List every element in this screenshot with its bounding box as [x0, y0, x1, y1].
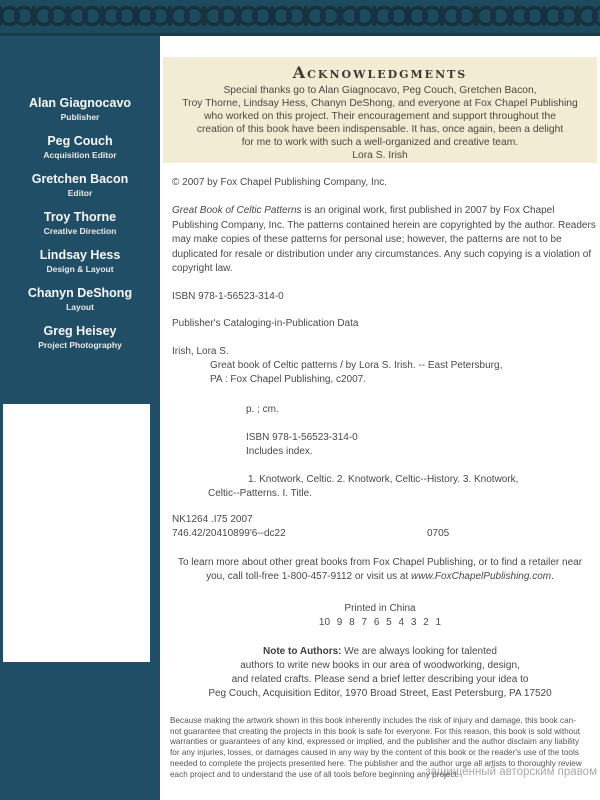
publisher-website: www.FoxChapelPublishing.com [411, 571, 552, 582]
copyright-watermark: защищенный авторским правом [425, 766, 597, 778]
note-to-authors-line2: authors to write new books in our area of woodworking, design, [240, 660, 520, 671]
credit-role: Editor [67, 188, 93, 198]
cip-subjects-line2: Celtic--Patterns. I. Title. [208, 488, 312, 499]
cip-author: Irish, Lora S. [172, 346, 229, 357]
credit-name: Greg Heisey [43, 324, 117, 338]
credit-entry [0, 286, 160, 313]
cip-pcm: p. ; cm. [246, 404, 279, 415]
acknowledgments-line: for me to work with such a well-organized and creative team. [241, 137, 519, 148]
printed-in-line: Printed in China [344, 603, 416, 614]
cip-subjects-line1: 1. Knotwork, Celtic. 2. Knotwork, Celtic--History. 3. Knotwork, [248, 474, 519, 485]
note-to-authors-line4: Peg Couch, Acquisition Editor, 1970 Broad Street, East Petersburg, PA 17520 [208, 688, 552, 699]
cip-dewey-suffix: 0705 [427, 528, 450, 539]
acknowledgments-box [163, 57, 597, 163]
disclaimer-line: needed to complete the projects presented here. The publisher and the author urge all artists to thoroughly review [170, 758, 582, 768]
acknowledgments-line: Troy Thorne, Lindsay Hess, Chanyn DeShong, and everyone at Fox Chapel Publishing [182, 98, 578, 109]
credit-name: Alan Giagnocavo [28, 96, 132, 110]
credit-role: Design & Layout [46, 264, 114, 274]
legal-disclaimer [170, 716, 596, 780]
cip-heading: Publisher's Cataloging-in-Publication Data [172, 318, 359, 329]
acknowledgments-line: Special thanks go to Alan Giagnocavo, Peg Couch, Gretchen Bacon, [223, 85, 537, 96]
credit-name: Troy Thorne [43, 210, 117, 224]
more-info-line1: To learn more about other great books from Fox Chapel Publishing, or to find a retailer near [177, 557, 583, 568]
isbn-line: ISBN 978-1-56523-314-0 [172, 291, 284, 302]
disclaimer-line: not guarantee that creating the projects in this book is safe for everyone. For this reason, this book is sold without [170, 726, 581, 736]
acknowledgments-title: Acknowledgments [292, 63, 468, 82]
cip-title-line1: Great book of Celtic patterns / by Lora S. Irish. -- East Petersburg, [210, 360, 503, 371]
print-run-numbers: 10 9 8 7 6 5 4 3 2 1 [318, 617, 442, 628]
note-to-authors-label: Note to Authors: [263, 646, 342, 657]
credit-entry [0, 324, 160, 351]
credit-role: Layout [66, 302, 94, 312]
disclaimer-line: Because making the artwork shown in this book inherently includes the risk of injury and damage, this book can- [170, 716, 576, 725]
blank-image-placeholder [3, 404, 150, 662]
cip-index: Includes index. [246, 446, 313, 457]
copyright-paragraph-text: is an original work, first published in 2007 by Fox Chapel Publishing Company, Inc. The patterns contained herein are copyrighted by the author. Readers may make copies of these patterns for personal use; however, the patterns are not to be duplicated for resale or distribution under any circumstances. Any such copying is a violation of copyright law. [172, 205, 596, 275]
note-to-authors-line1 [163, 646, 597, 657]
credit-role: Acquisition Editor [43, 150, 117, 160]
copyright-paragraph [172, 204, 596, 277]
credit-entry [0, 134, 160, 161]
cip-call-number: NK1264 .I75 2007 [172, 514, 253, 525]
credit-entry [0, 210, 160, 237]
cip-dewey: 746.42/20410899'6--dc22 [172, 528, 286, 539]
cip-title-line2: PA : Fox Chapel Publishing, c2007. [210, 374, 367, 385]
celtic-knot-border [0, 0, 600, 36]
more-info-line2-suffix: . [551, 571, 554, 582]
credit-name: Peg Couch [47, 134, 113, 148]
credit-entry [0, 172, 160, 199]
credit-name: Gretchen Bacon [31, 172, 129, 186]
note-to-authors-line3: and related crafts. Please send a brief letter describing your idea to [231, 674, 529, 685]
copyright-line: © 2007 by Fox Chapel Publishing Company, Inc. [172, 177, 388, 188]
acknowledgments-line: who worked on this project. Their encouragement and support throughout the [204, 111, 556, 122]
disclaimer-line: warranties or guarantees of any kind, expressed or implied, and the publisher and the author disclaim any liability [170, 737, 580, 747]
disclaimer-line: each project and to understand the use of all tools before beginning any project. [170, 769, 460, 779]
more-info-line2 [163, 571, 597, 582]
credit-role: Creative Direction [43, 226, 117, 236]
credit-name: Lindsay Hess [39, 248, 121, 262]
more-info-line2-prefix: you, call toll-free 1-800-457-9112 or visit us at [206, 571, 412, 582]
credit-role: Project Photography [38, 340, 122, 350]
acknowledgments-signature: Lora S. Irish [352, 150, 408, 161]
credit-entry [0, 248, 160, 275]
acknowledgments-line: creation of this book have been indispensable. It has, once again, been a delight [196, 124, 564, 135]
note-to-authors-line1-rest: We are always looking for talented [341, 646, 497, 657]
credit-name: Chanyn DeShong [27, 286, 133, 300]
credit-entry [0, 96, 160, 123]
credit-role: Publisher [60, 112, 100, 122]
credits-sidebar [0, 36, 160, 800]
cip-isbn: ISBN 978-1-56523-314-0 [246, 432, 358, 443]
disclaimer-line: for any injuries, losses, or damages caused in any way by the content of this book or the reader's use of the tools [170, 748, 579, 758]
book-title-italic: Great Book of Celtic Patterns [172, 205, 302, 216]
